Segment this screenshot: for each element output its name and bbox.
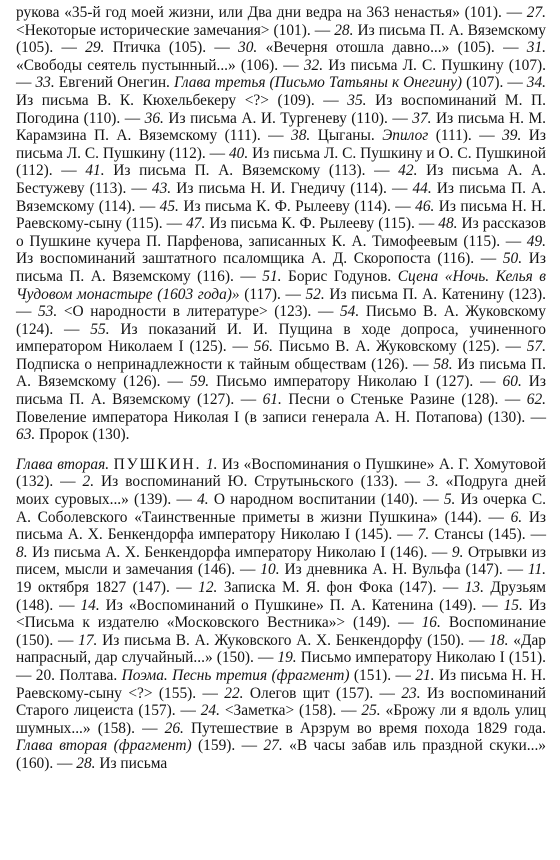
italic-text-run: Поэма. Песнь третия (фрагмент) — [121, 666, 350, 684]
italic-text-run: 57. — [526, 338, 546, 356]
text-run: Путешествие в Арзрум во время похода 1829 года. — [183, 719, 546, 737]
italic-text-run: 21. — [415, 666, 435, 684]
italic-text-run: 34. — [526, 74, 547, 92]
text-run: Из воспоминаний заштатного псаломщика А. Д. Скоропоста (116). — — [16, 250, 503, 268]
text-run: Из воспоминаний Ю. Струтыньского (133). — — [94, 473, 428, 491]
italic-text-run: 22. — [224, 684, 244, 702]
text-run: Из письма А. А. Бестужеву (113). — — [16, 162, 546, 197]
text-run: Из письма А. Х. Бенкендорфа императору Николаю I (146). — — [27, 543, 452, 561]
text-run: О народном воспитании (140). — — [208, 491, 444, 509]
text-run: Из воспоминаний Старого лицеиста (157). — — [16, 684, 546, 720]
text-run: Из письма П. А. Вяземскому (114). — — [16, 179, 546, 215]
italic-text-run: 42. — [398, 162, 418, 180]
text-run: Письмо императору Николаю I (127). — — [209, 373, 503, 391]
text-run: Повеление императора Николая I (в записи генерала А. Н. Потапова) (130). — — [16, 408, 546, 426]
italic-text-run: 63. — [16, 426, 36, 444]
text-run: Борис Годунов. — [281, 267, 398, 285]
italic-text-run: 10. — [260, 561, 280, 579]
text-run: Записка М. Я. фон Фока (147). — — [217, 579, 465, 596]
text-run: Из письма К. Ф. Рылееву (115). — — [205, 215, 439, 233]
text-run: (117). — — [239, 285, 306, 303]
text-run: Из письма Н. Н. Раевскому-сыну (115). — — [16, 197, 546, 233]
contents-paragraph-chapter-two — [16, 456, 546, 773]
italic-text-run: 27. — [263, 737, 283, 755]
italic-text-run: 14. — [80, 596, 100, 614]
italic-text-run: 53. — [37, 303, 58, 321]
text-run: Из письма В. А. Жуковского А. Х. Бенкендорфу (150). — — [97, 631, 490, 649]
italic-text-run: 40. — [228, 144, 249, 162]
text-run: Из письма Л. С. Пушкину и О. С. Пушкиной (112). — — [16, 144, 546, 180]
italic-text-run: 23. — [401, 684, 421, 702]
italic-text-run: 60. — [502, 373, 522, 391]
text-run: Из письма Н. Н. Раевскому-сыну <?> (155). — — [16, 666, 546, 702]
italic-text-run: 35. — [347, 91, 367, 109]
text-run: Из письма В. К. Кюхельбекеру <?> (109). — — [16, 91, 348, 109]
text-run: <Заметка> (158). — — [219, 702, 362, 720]
italic-text-run: 12. — [198, 579, 218, 596]
italic-text-run: 54. — [339, 303, 360, 321]
italic-text-run: 27. — [526, 4, 546, 21]
text-run: «В часы забав иль праздной скуки...» (160). — — [16, 737, 546, 772]
contents-paragraph-chapter-one-continued — [16, 4, 546, 444]
italic-text-run: Эпилог — [382, 127, 429, 145]
text-run: (111). — — [428, 127, 503, 145]
italic-text-run: 59. — [189, 373, 210, 391]
italic-text-run: 8. — [16, 543, 28, 561]
italic-text-run: 24. — [200, 702, 220, 720]
italic-text-run: 18. — [489, 631, 509, 649]
italic-text-run: 41. — [85, 162, 105, 180]
italic-text-run: 46. — [415, 197, 435, 215]
italic-text-run: 28. — [334, 21, 354, 39]
text-run: Из письма Н. И. Гнедичу (114). — — [171, 179, 413, 197]
text-run: Письмо В. А. Жуковскому (124). — — [16, 303, 546, 338]
text-run: Из письма П. А. Катенину (123). — — [16, 285, 546, 321]
italic-text-run: 62. — [526, 391, 546, 409]
italic-text-run: 45. — [159, 197, 179, 215]
italic-text-run: 30. — [238, 39, 258, 57]
italic-text-run: 32. — [303, 56, 324, 74]
italic-text-run: 56. — [253, 338, 273, 356]
italic-text-run: 49. — [526, 232, 546, 250]
text-run: Цыганы. — [310, 127, 383, 145]
text-run: (107). — — [462, 74, 527, 92]
italic-text-run: Глава вторая. — [16, 455, 110, 473]
italic-text-run: Глава вторая (фрагмент) — [16, 737, 192, 755]
italic-text-run: 48. — [438, 215, 458, 233]
text-run: Из воспоминаний М. П. Погодина (110). — — [16, 91, 546, 127]
italic-text-run: 51. — [262, 267, 282, 285]
text-run: Из письма А. И. Тургеневу (110). — — [163, 109, 413, 127]
text-run: «Брожу ли я вдоль улиц шумных...» (158). — — [16, 702, 546, 737]
italic-text-run: 36. — [144, 109, 164, 127]
text-run: Евгений Онегин. — [54, 74, 174, 92]
text-run: (159). — — [191, 737, 264, 755]
italic-text-run: 52. — [305, 285, 325, 303]
italic-text-run: 4. — [197, 491, 209, 509]
italic-text-run: 15. — [503, 596, 523, 614]
italic-text-run: 31. — [526, 39, 546, 57]
text-run: Из письма П. А. Вяземскому (116). — — [16, 250, 546, 285]
italic-text-run: 13. — [464, 579, 484, 596]
italic-text-run: 29. — [85, 39, 105, 57]
italic-text-run: 7. — [417, 526, 430, 544]
italic-text-run: 6. — [510, 508, 523, 526]
text-run: Воспоминание (150). — — [16, 614, 546, 649]
italic-text-run: 26. — [164, 719, 184, 737]
italic-text-run: 17. — [78, 631, 98, 649]
text-run: Друзьям (148). — — [16, 579, 546, 614]
italic-text-run: 39. — [502, 127, 522, 145]
italic-text-run: 37. — [412, 109, 432, 127]
text-run: Из письма П. А. Вяземскому (127). — — [16, 373, 546, 409]
text-run: «Свободы сеятель пустынный...» (106). — — [16, 56, 304, 74]
italic-text-run: 55. — [90, 320, 110, 338]
italic-text-run: Глава третья (Письмо Татьяны к Онегину) — [173, 74, 463, 92]
text-run: Из письма П. А. Вяземскому (105). — — [16, 21, 546, 57]
italic-text-run: 3. — [427, 473, 439, 491]
text-run: Из письма П. А. Вяземскому (113). — — [104, 162, 399, 180]
text-run: Из письма Л. С. Пушкину (112). — — [16, 127, 546, 162]
text-run: Из письма А. Х. Бенкендорфа императору Николаю I (145). — — [16, 508, 547, 544]
italic-text-run: 61. — [262, 391, 282, 409]
text-run: Из «Воспоминаний о Пушкине» П. А. Катенина (149). — — [99, 596, 504, 614]
italic-text-run: 2. — [82, 473, 95, 491]
text-run: Песни о Стеньке Разине (128). — — [281, 391, 527, 409]
text-run: Из очерка С. А. Соболевского «Таинственные приметы в жизни Пушкина» (144). — — [16, 491, 546, 526]
text-run: Из письма — [95, 754, 168, 772]
text-run: Подписка о непринадлежности к тайным обществам (126). — — [16, 355, 434, 373]
text-run: Из письма П. А. Вяземскому (126). — — [16, 355, 546, 391]
text-run: <О народности в литературе> (123). — — [57, 303, 340, 321]
text-run: Из рассказов о Пушкине кучера П. Парфенова, записанных К. А. Тимофеевым (115). — — [16, 215, 546, 250]
text-run: Олегов щит (157). — — [243, 684, 402, 702]
italic-text-run: 16. — [421, 614, 441, 632]
italic-text-run: 9. — [451, 543, 464, 561]
text-run: (151). — — [349, 666, 416, 684]
text-run: «Вечерня отошла давно...» (105). — — [257, 39, 527, 57]
text-run: «Подруга дней моих суровых...» (139). — — [16, 473, 546, 509]
italic-text-run: 11. — [527, 561, 546, 579]
italic-text-run: Сцена «Ночь. Келья в Чудовом монастыре (1603 года)» — [16, 267, 546, 303]
text-run: <Некоторые исторические замечания> (101). — — [16, 21, 335, 39]
italic-text-run: 33. — [35, 74, 55, 92]
text-run: Из дневника А. Н. Вульфа (147). — — [279, 561, 528, 579]
text-run: Пророк (130). — [35, 426, 130, 444]
text-run: Письмо императору Николаю I (151). — 20. Полтава. — [16, 649, 547, 684]
italic-text-run: 47. — [186, 215, 206, 233]
italic-text-run: 28. — [76, 754, 96, 772]
text-run: Из письма Л. С. Пушкину (107). — — [16, 56, 546, 92]
text-run: Из письма Н. М. Карамзина П. А. Вяземскому (111). — — [16, 109, 547, 145]
italic-text-run: 19. — [277, 649, 297, 667]
text-run: Из показаний И. И. Пущина в ходе допроса, учиненного императором Николаем I (125). — — [16, 320, 546, 356]
italic-text-run: 25. — [361, 702, 381, 720]
italic-text-run: 44. — [412, 179, 432, 197]
text-run: Из «Воспоминания о Пушкине» А. Г. Хомутовой (132). — — [16, 455, 546, 491]
text-run: 19 октября 1827 (147). — — [16, 579, 199, 596]
text-run: «Дар напрасный, дар случайный...» (150). — — [16, 631, 546, 667]
text-run: Письмо В. А. Жуковскому (125). — — [272, 338, 527, 356]
italic-text-run: 58. — [433, 355, 453, 373]
italic-text-run: 50. — [502, 250, 523, 268]
italic-text-run: 38. — [291, 127, 311, 145]
italic-text-run: 1. — [205, 455, 218, 473]
text-run: Отрывки из писем, мысли и замечания (146). — — [16, 543, 546, 579]
text-run: Стансы (145). — — [429, 526, 546, 544]
text-run: Из письма К. Ф. Рылееву (114). — — [178, 197, 416, 215]
text-run: Птичка (105). — — [104, 39, 239, 57]
spaced-heading-text: ПУШКИН. — [113, 455, 202, 473]
text-run: Из <Письма к издателю «Московского Вестника»> (149). — — [16, 596, 547, 632]
text-run: рукова «35-й год моей жизни, или Два дни ведра на 363 ненастья» (101). — — [16, 4, 527, 21]
italic-text-run: 5. — [443, 491, 456, 509]
italic-text-run: 43. — [151, 179, 172, 197]
